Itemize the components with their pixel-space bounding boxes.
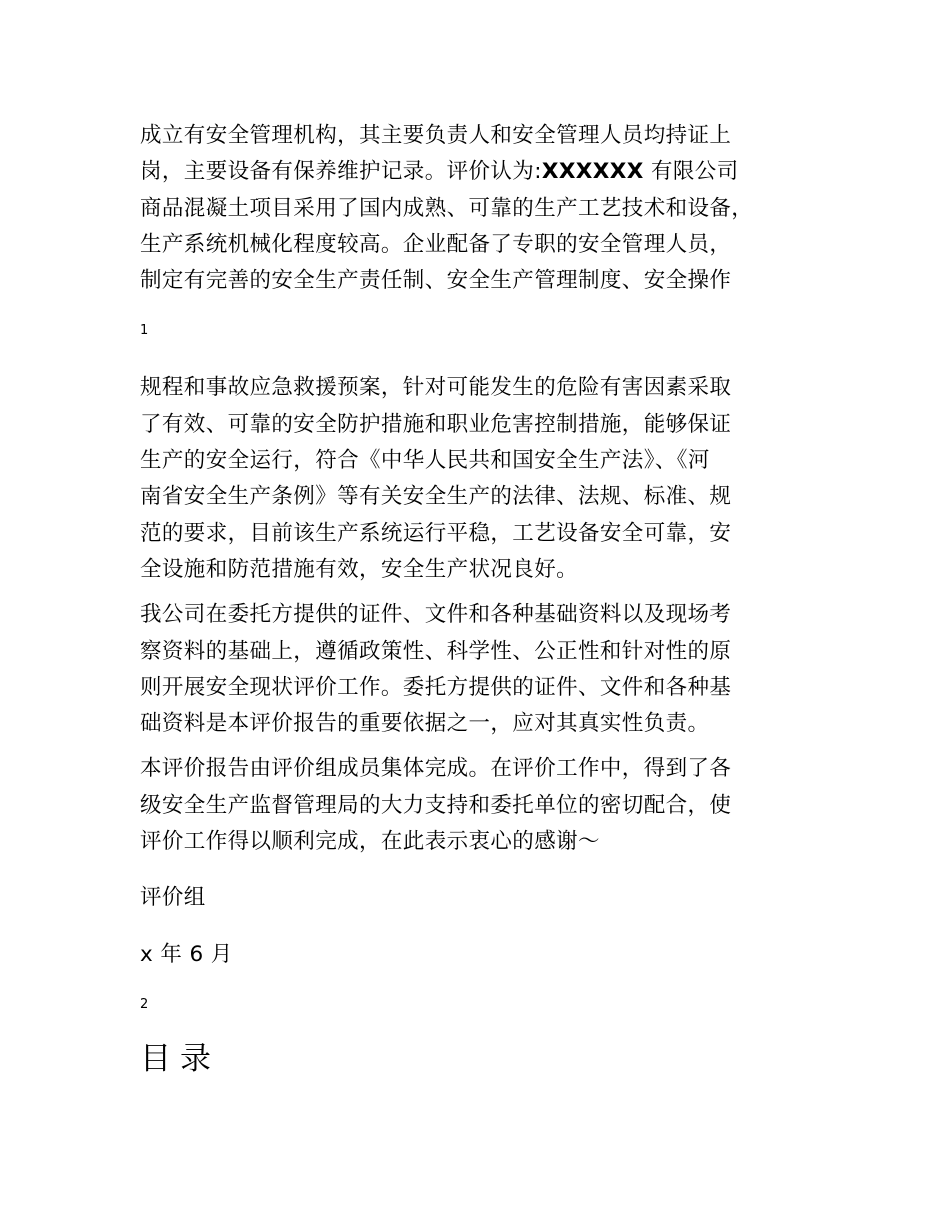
table-of-contents-title: 目录	[140, 1040, 220, 1077]
text-line: 评价工作得以顺利完成，在此表示衷心的感谢～	[140, 829, 600, 855]
paragraph-evaluation-conclusion	[140, 118, 830, 299]
text-line: 范的要求，目前该生产系统运行平稳，工艺设备安全可靠，安	[140, 520, 732, 546]
date: x 年 6 月	[140, 941, 233, 967]
text-line: 规程和事故应急救援预案，针对可能发生的危险有害因素采取	[140, 375, 732, 401]
paragraph-basis-statement	[140, 597, 830, 742]
text-segment: 有限公司	[643, 159, 739, 185]
text-line: 则开展安全现状评价工作。委托方提供的证件、文件和各种基	[140, 674, 732, 700]
text-segment: 岗，主要设备有保养维护记录。评价认为:	[140, 159, 542, 185]
document-page	[140, 118, 830, 1079]
page-number: 2	[140, 996, 149, 1012]
text-line: 生产的安全运行，符合《中华人民共和国安全生产法》、《河	[140, 448, 710, 474]
text-line: 级安全生产监督管理局的大力支持和委托单位的密切配合，使	[140, 792, 732, 818]
signature: 评价组	[140, 885, 206, 911]
text-line: 商品混凝土项目采用了国内成熟、可靠的生产工艺技术和设备，	[140, 195, 754, 221]
page-number: 1	[140, 323, 149, 339]
text-line: 成立有安全管理机构，其主要负责人和安全管理人员均持证上	[140, 123, 732, 148]
text-line: 全设施和防范措施有效，安全生产状况良好。	[140, 556, 579, 582]
text-line: 了有效、可靠的安全防护措施和职业危害控制措施，能够保证	[140, 411, 732, 437]
text-line: 生产系统机械化程度较高。企业配备了专职的安全管理人员，	[140, 231, 732, 257]
text-line: 南省安全生产条例》等有关安全生产的法律、法规、标准、规	[140, 484, 732, 510]
paragraph-evaluation-conclusion-cont	[140, 370, 830, 588]
company-name-placeholder: XXXXXX	[541, 159, 644, 185]
paragraph-acknowledgement	[140, 751, 830, 860]
text-line	[140, 154, 830, 190]
text-line: 察资料的基础上，遵循政策性、科学性、公正性和针对性的原	[140, 638, 732, 664]
text-line: 制定有完善的安全生产责任制、安全生产管理制度、安全操作	[140, 268, 732, 294]
text-line: 我公司在委托方提供的证件、文件和各种基础资料以及现场考	[140, 602, 732, 628]
text-line: 础资料是本评价报告的重要依据之一，应对其真实性负责。	[140, 711, 710, 737]
text-line: 本评价报告由评价组成员集体完成。在评价工作中，得到了各	[140, 756, 732, 782]
